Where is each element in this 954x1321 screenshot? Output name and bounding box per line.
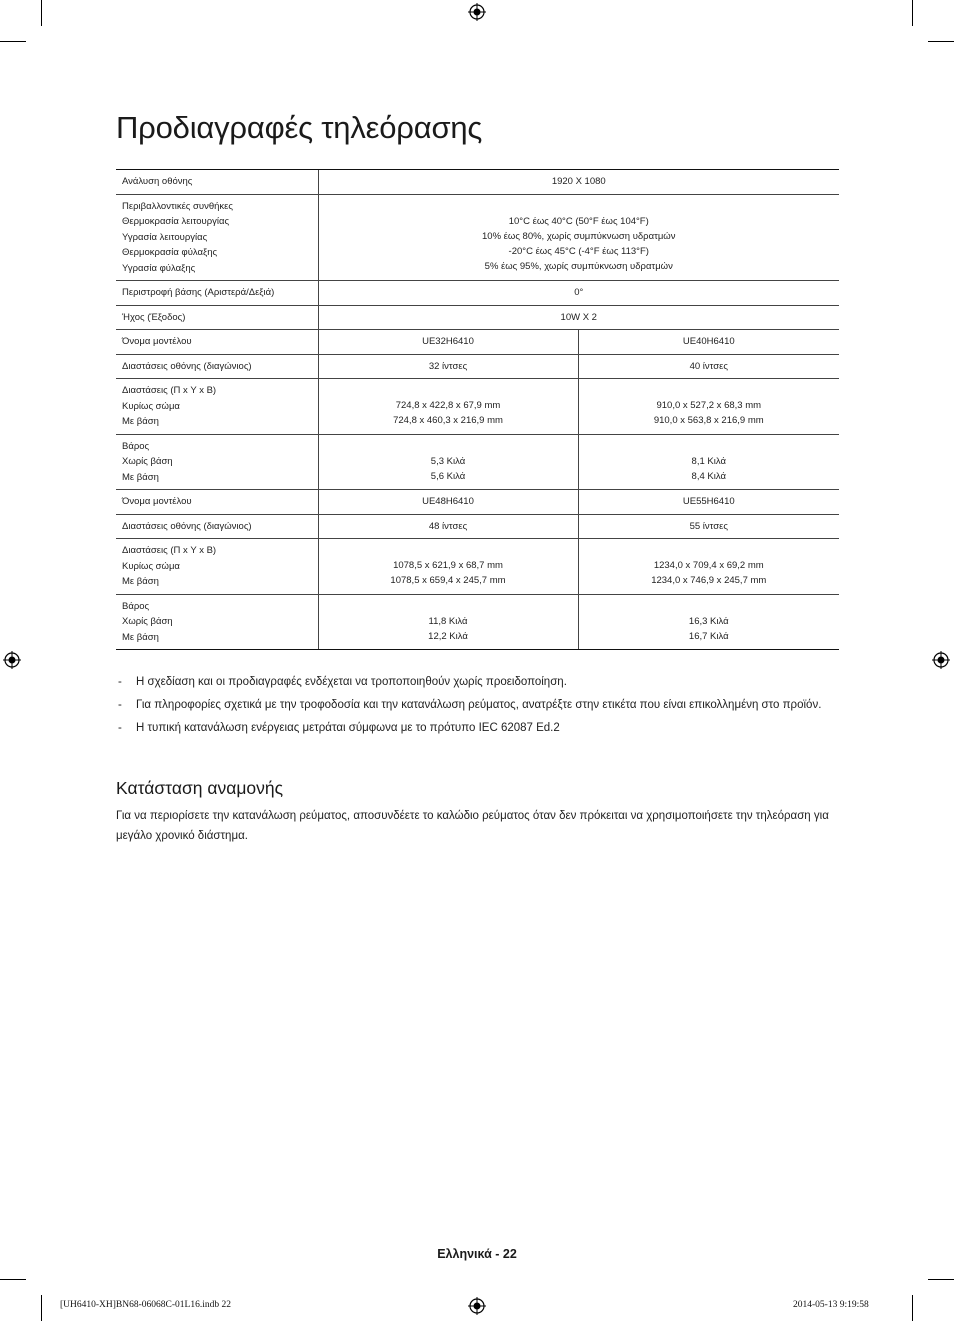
crop-mark [0,41,26,42]
spec-label-cell [116,594,318,650]
spec-value-cell [318,490,578,515]
spec-label: Διαστάσεις (Π x Υ x Β) [122,545,217,556]
spec-value-cell [578,354,839,379]
spec-value: -20°C έως 45°C (-4°F έως 113°F) [508,246,649,258]
spec-label: Περιστροφή βάσης (Αριστερά/Δεξιά) [122,287,275,298]
spec-value-cell [578,434,839,490]
spec-value-cell [578,594,839,650]
registration-mark-icon [468,1297,486,1315]
spec-label: Χωρίς βάση [122,456,173,467]
table-row [116,194,839,281]
spec-value-cell [318,434,578,490]
spec-label: Βάρος [122,600,150,612]
spec-label-cell [116,281,318,306]
crop-mark [0,1279,26,1280]
spec-label-cell [116,379,318,435]
spec-label: Διαστάσεις οθόνης (διαγώνιος) [122,520,252,532]
spec-value-cell [318,354,578,379]
spec-value-cell [318,594,578,650]
spec-value: 1078,5 x 621,9 x 68,7 mm [393,560,503,572]
spec-value-cell [318,305,839,330]
note-item [116,719,838,738]
spec-value: 12,2 Κιλά [428,630,468,642]
spec-value-cell [578,514,839,539]
spec-value: 55 ίντσες [689,520,728,532]
spec-value-cell [318,170,839,195]
note-item [116,696,838,715]
spec-label: Υγρασία λειτουργίας [122,231,208,243]
crop-mark [41,0,42,26]
notes-list [116,673,838,742]
spec-label: Με βάση [122,471,159,483]
spec-value-cell [318,330,578,355]
spec-value: 8,4 Κιλά [691,470,726,482]
imprint-right: 2014-05-13 9:19:58 [793,1300,869,1310]
spec-value: 10W X 2 [560,311,597,323]
imprint-left: [UH6410-XH]BN68-06068C-01L16.indb 22 [60,1300,231,1310]
spec-value: 1920 X 1080 [551,176,606,187]
crop-mark [928,41,954,42]
table-row [116,434,839,490]
spec-label: Περιβαλλοντικές συνθήκες [122,200,233,212]
spec-value: 16,3 Κιλά [688,615,729,627]
table-row [116,354,839,379]
spec-value: 10°C έως 40°C (50°F έως 104°F) [508,216,649,228]
spec-label: Υγρασία φύλαξης [122,262,196,274]
note-dash: - [118,676,122,688]
crop-mark [912,1295,913,1321]
spec-value-cell [318,514,578,539]
note-text: Για πληροφορίες σχετικά με την τροφοδοσία και την κατανάλωση ρεύματος, ανατρέξτε στην ετικέτα που είναι επικολλημένη στο προϊόν. [136,699,822,711]
note-item [116,673,838,692]
spec-value-cell [578,330,839,355]
crop-mark [912,0,913,26]
section-title: Κατάσταση αναμονής [116,778,284,798]
spec-label: Θερμοκρασία λειτουργίας [122,216,230,227]
spec-value: 40 ίντσες [689,360,728,372]
table-row [116,281,839,306]
table-row [116,594,839,650]
spec-label: Ανάλυση οθόνης [122,176,193,187]
spec-value: 1078,5 x 659,4 x 245,7 mm [390,575,506,587]
spec-value: 5% έως 95%, χωρίς συμπύκνωση υδρατμών [484,261,673,273]
note-dash: - [118,722,122,734]
crop-mark [41,1295,42,1321]
note-text: Η σχεδίαση και οι προδιαγραφές ενδέχεται να τροποποιηθούν χωρίς προειδοποίηση. [136,676,567,688]
spec-table [116,169,839,650]
spec-value: 16,7 Κιλά [688,630,729,642]
spec-label-cell [116,434,318,490]
section-body: Για να περιορίσετε την κατανάλωση ρεύματος, αποσυνδέετε το καλώδιο ρεύματος όταν δεν πρόκειται να χρησιμοποιήσετε την τηλεόραση για μεγάλο χρονικό διάστημα. [116,810,829,842]
spec-value: 910,0 x 527,2 x 68,3 mm [656,400,762,412]
spec-value: 5,3 Κιλά [430,455,466,467]
spec-label-cell [116,490,318,515]
spec-label: Βάρος [122,440,150,452]
spec-value: 8,1 Κιλά [691,455,726,467]
spec-label: Όνομα μοντέλου [122,496,192,507]
spec-value: 0° [574,287,584,298]
spec-label-cell [116,330,318,355]
spec-value: UE48H6410 [422,496,474,507]
spec-value: 1234,0 x 709,4 x 69,2 mm [653,560,764,572]
spec-label-cell [116,514,318,539]
spec-value: 724,8 x 460,3 x 216,9 mm [393,415,503,427]
note-text: Η τυπική κατανάλωση ενέργειας μετράται σύμφωνα με το πρότυπο IEC 62087 Ed.2 [136,722,560,734]
spec-label: Με βάση [122,416,159,427]
spec-value-cell [578,539,839,595]
spec-value-cell [318,379,578,435]
spec-value: UE32H6410 [422,336,474,347]
table-row [116,170,839,195]
spec-value: 32 ίντσες [428,360,468,372]
spec-label: Με βάση [122,576,159,587]
table-row [116,330,839,355]
spec-value: 724,8 x 422,8 x 67,9 mm [395,400,501,412]
crop-mark [928,1279,954,1280]
note-dash: - [118,699,122,711]
spec-label: Διαστάσεις οθόνης (διαγώνιος) [122,360,252,372]
table-row [116,379,839,435]
spec-label: Με βάση [122,631,159,643]
spec-label-cell [116,170,318,195]
page-title: Προδιαγραφές τηλεόρασης [116,110,483,145]
spec-value: UE55H6410 [682,496,735,507]
spec-value: 5,6 Κιλά [430,470,466,482]
spec-label-cell [116,194,318,281]
spec-label-cell [116,305,318,330]
spec-value-cell [318,194,839,281]
spec-label: Κυρίως σώμα [122,560,180,572]
spec-value: 11,8 Κιλά [428,615,468,627]
spec-label: Διαστάσεις (Π x Υ x Β) [122,385,217,396]
spec-label: Θερμοκρασία φύλαξης [122,247,218,258]
spec-value: 1234,0 x 746,9 x 245,7 mm [651,575,767,587]
spec-value-cell [578,379,839,435]
registration-mark-icon [468,3,486,21]
spec-label-cell [116,354,318,379]
spec-label: Όνομα μοντέλου [122,336,192,347]
registration-mark-icon [932,651,950,669]
spec-label: Χωρίς βάση [122,616,173,627]
spec-label: Κυρίως σώμα [122,400,180,412]
table-row [116,305,839,330]
table-row [116,539,839,595]
spec-label: Ήχος (Έξοδος) [122,311,186,323]
table-row [116,490,839,515]
spec-value-cell [318,539,578,595]
spec-value: 48 ίντσες [428,520,468,532]
spec-value-cell [318,281,839,306]
spec-value: 910,0 x 563,8 x 216,9 mm [653,415,764,427]
spec-label-cell [116,539,318,595]
table-row [116,514,839,539]
spec-value-cell [578,490,839,515]
spec-value: 10% έως 80%, χωρίς συμπύκνωση υδρατμών [482,231,676,243]
spec-value: UE40H6410 [682,336,735,347]
registration-mark-icon [3,651,21,669]
page-number: Ελληνικά - 22 [437,1247,517,1261]
